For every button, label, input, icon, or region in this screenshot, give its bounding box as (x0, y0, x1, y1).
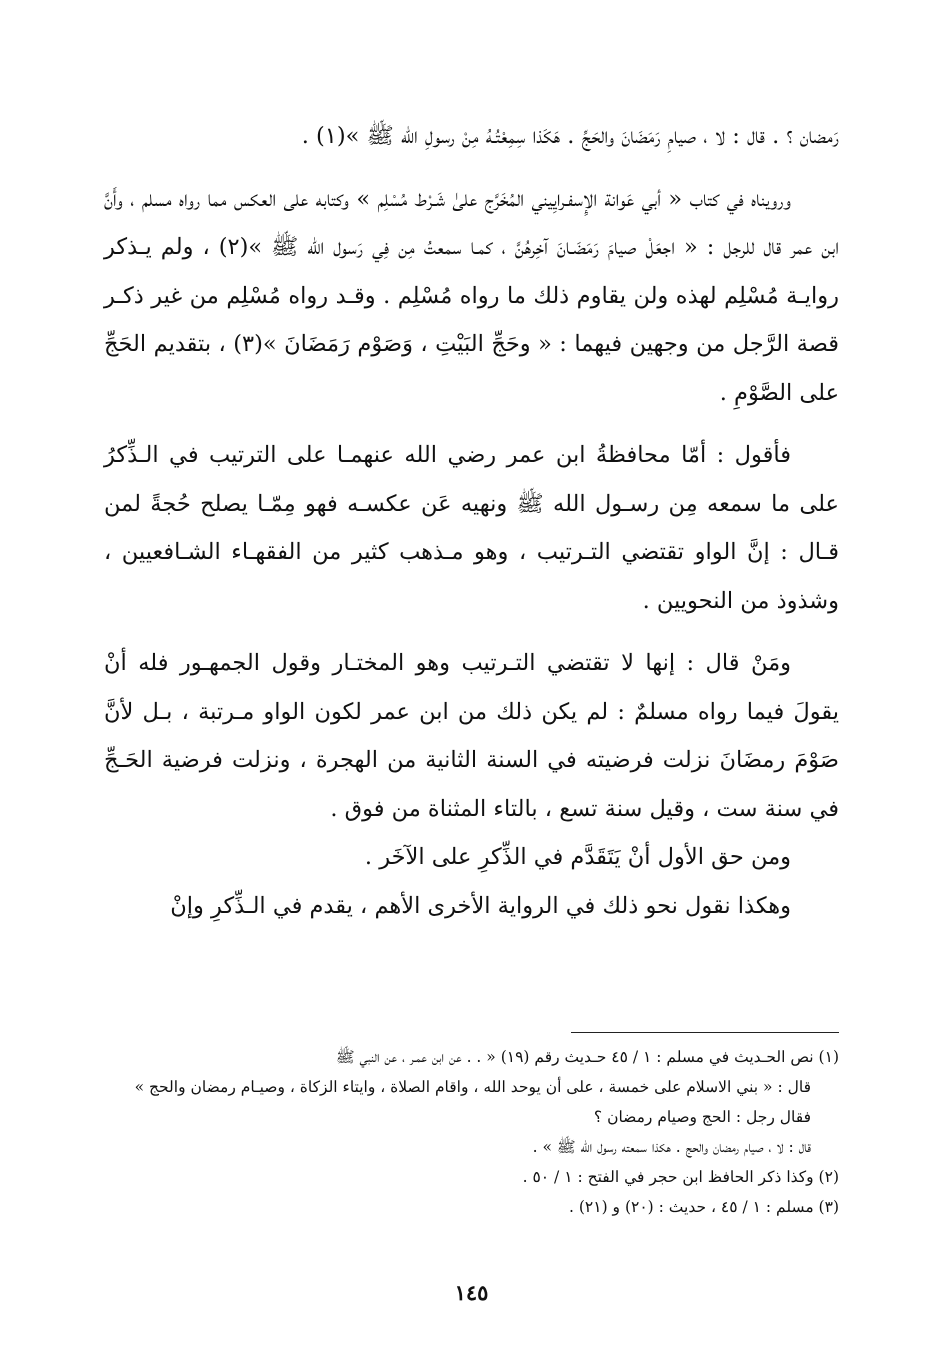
footnote-3: (٣) مسلم : ١ / ٤٥ ، حديث : (٢٠) و (٢١) . (569, 1198, 839, 1216)
footnote-1: (١) نص الحـديث في مسلم : ١ / ٤٥ حـديث رقم (١٩) « . . عن ابن عمـر ، عن النبي ﷺ (335, 1048, 839, 1066)
page-number: ١٤٥ (454, 1280, 489, 1305)
body-text (104, 112, 839, 930)
footnote-2: (٢) وكذا ذكر الحافظ ابن حجر في الفتح : ١ / ٥٠ . (522, 1168, 839, 1186)
paragraph-3: فأقول : أمّا محافظةُ ابن عمر رضي الله عنهمـا على الترتيب في الـذِّكرُ على ما سمعه مِن رسـول الله ﷺ ونهيه عَن عكسـه فهو مِمّـا يصلح حُجةً لمن قـال : إنَّ الواو تقتضي التـرتيب ، وهو مـذهب كثير من الفقهـاء الشـافعيين ، وشذوذ من النحويين . (104, 442, 839, 614)
paragraph-6: وهكذا نقول نحو ذلك في الرواية الأخرى الأهم ، يقدم في الـذِّكرِ وإنْ (170, 892, 791, 919)
paragraph-4: ومَنْ قال : إنها لا تقتضي التـرتيب وهو المختـار وقول الجمهـور فله أنْ يقولَ فيما رواه مسلمٌ : لم يكن ذلك من ابن عمر لكون الواو مـرتبة ، بـل لأنَّ صَوْمَ رمضَانَ نزلت فرضيته في السنة الثانية من الهجرة ، ونزلت فرضية الحَـجِّ في سنة ست ، وقيل سنة تسع ، بالتاء المثناة من فوق . (104, 650, 839, 822)
paragraph-5: ومن حق الأول أنْ يَتَقَدَّم في الذِّكرِ على الآخَر . (364, 844, 791, 870)
footnotes (104, 1042, 839, 1222)
footnote-1-continuation: قال : « بني الاسلام على خمسة ، على أن يوحد الله ، واقام الصلاة ، وايتاء الزكاة ، وصيـام رمضان والحج » فقال رجل : الحج وصيام رمضان ؟ (134, 1078, 811, 1126)
footnote-separator (571, 1032, 839, 1033)
footnote-1-end: قال : لا ، صيام رمضان والحج . هكذا سمعته رسول الله ﷺ » . (532, 1138, 811, 1156)
paragraph-2: ورويناه في كتاب « أبي عَوانة الإِسفـرايِيني المُخَرَّج علىٰ شَـرْط مُسْلِم » وكتابه على العكس مما رواه مسلم ، وأَنَّ ابن عمر قال للرجل : « اجعَلْ صيامَ رَمَضَـانَ آخِرهُنَّ ، كمـا سمعتُ مِن فِي رَسول الله ﷺ »(٢) ، ولم يـذكر روايـة مُسْلِم لهذه ولن يقاوم ذلك ما رواه مُسْلِم . وقـد رواه مُسْلِم من غير ذكـر قصة الرَّجل من وجهين فيهما : « وحَجِّ البَيْتِ ، وَصَوْم رَمَضَانَ »(٣) ، بتقديم الحَجِّ على الصَّوْمِ . (104, 185, 839, 406)
paragraph-1: رَمضان ؟ . قال : لا ، صيامِ رَمَضَانَ والحَجِّ . هَكَذا سِمِعْتُـهُ مِنْ رسولِ الله ﷺ »(١) . (301, 123, 839, 149)
